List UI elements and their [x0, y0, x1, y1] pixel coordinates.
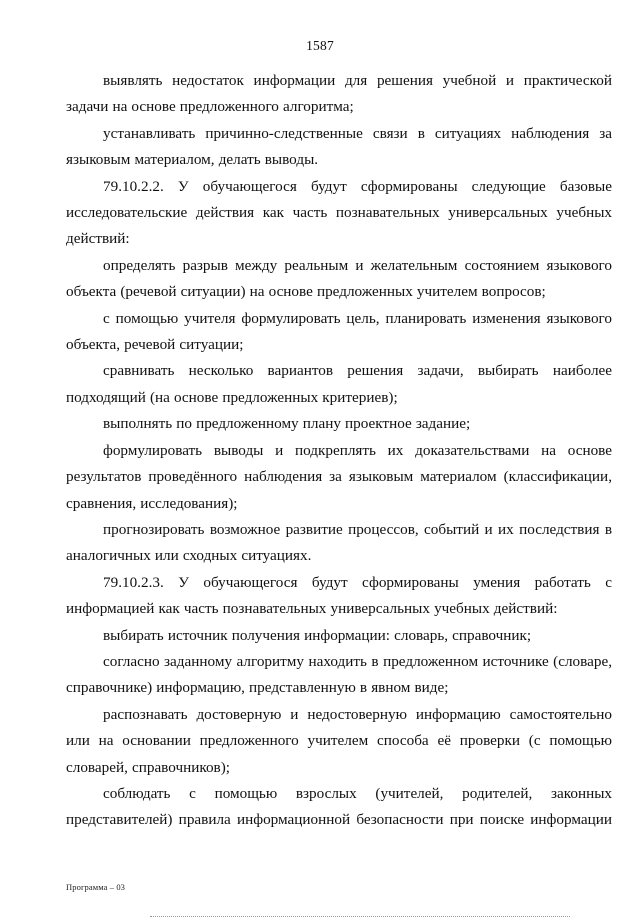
paragraph: прогнозировать возможное развитие процессов, событий и их последствия в аналогичных или сходных ситуациях.: [66, 520, 612, 565]
paragraph: соблюдать с помощью взрослых (учителей, родителей, законных представителей) правила информационной безопасности при поиске информации: [66, 784, 612, 829]
paragraph: с помощью учителя формулировать цель, планировать изменения языкового объекта, речевой ситуации;: [66, 309, 612, 354]
page-footer: Программа – 03: [66, 882, 126, 892]
paragraph: устанавливать причинно-следственные связи в ситуациях наблюдения за языковым материалом, делать выводы.: [66, 124, 612, 169]
paragraph: формулировать выводы и подкреплять их доказательствами на основе результатов проведённого наблюдения за языковым материалом (классификации, сравнения, исследования);: [66, 441, 612, 512]
paragraph: 79.10.2.3. У обучающегося будут сформированы умения работать с информацией как часть познавательных универсальных учебных действий:: [66, 573, 612, 618]
paragraph: определять разрыв между реальным и желательным состоянием языкового объекта (речевой ситуации) на основе предложенных учителем вопросов;: [66, 256, 612, 301]
paragraph: согласно заданному алгоритму находить в предложенном источнике (словаре, справочнике) информацию, представленную в явном виде;: [66, 652, 612, 697]
paragraph: выявлять недостаток информации для решения учебной и практической задачи на основе предложенного алгоритма;: [66, 72, 612, 116]
paragraph: распознавать достоверную и недостоверную информацию самостоятельно или на основании предложенного учителем способа её проверки (с помощью словарей, справочников);: [66, 705, 612, 776]
scan-edge-line: [150, 916, 570, 918]
paragraph: сравнивать несколько вариантов решения задачи, выбирать наиболее подходящий (на основе предложенных критериев);: [66, 362, 612, 406]
paragraph: 79.10.2.2. У обучающегося будут сформированы следующие базовые исследовательские действия как часть познавательных универсальных учебных действий:: [66, 177, 612, 248]
paragraph: выполнять по предложенному плану проектное задание;: [103, 415, 471, 433]
document-body: [66, 68, 612, 834]
paragraph: выбирать источник получения информации: словарь, справочник;: [103, 626, 532, 644]
page-number: 1587: [306, 38, 334, 53]
